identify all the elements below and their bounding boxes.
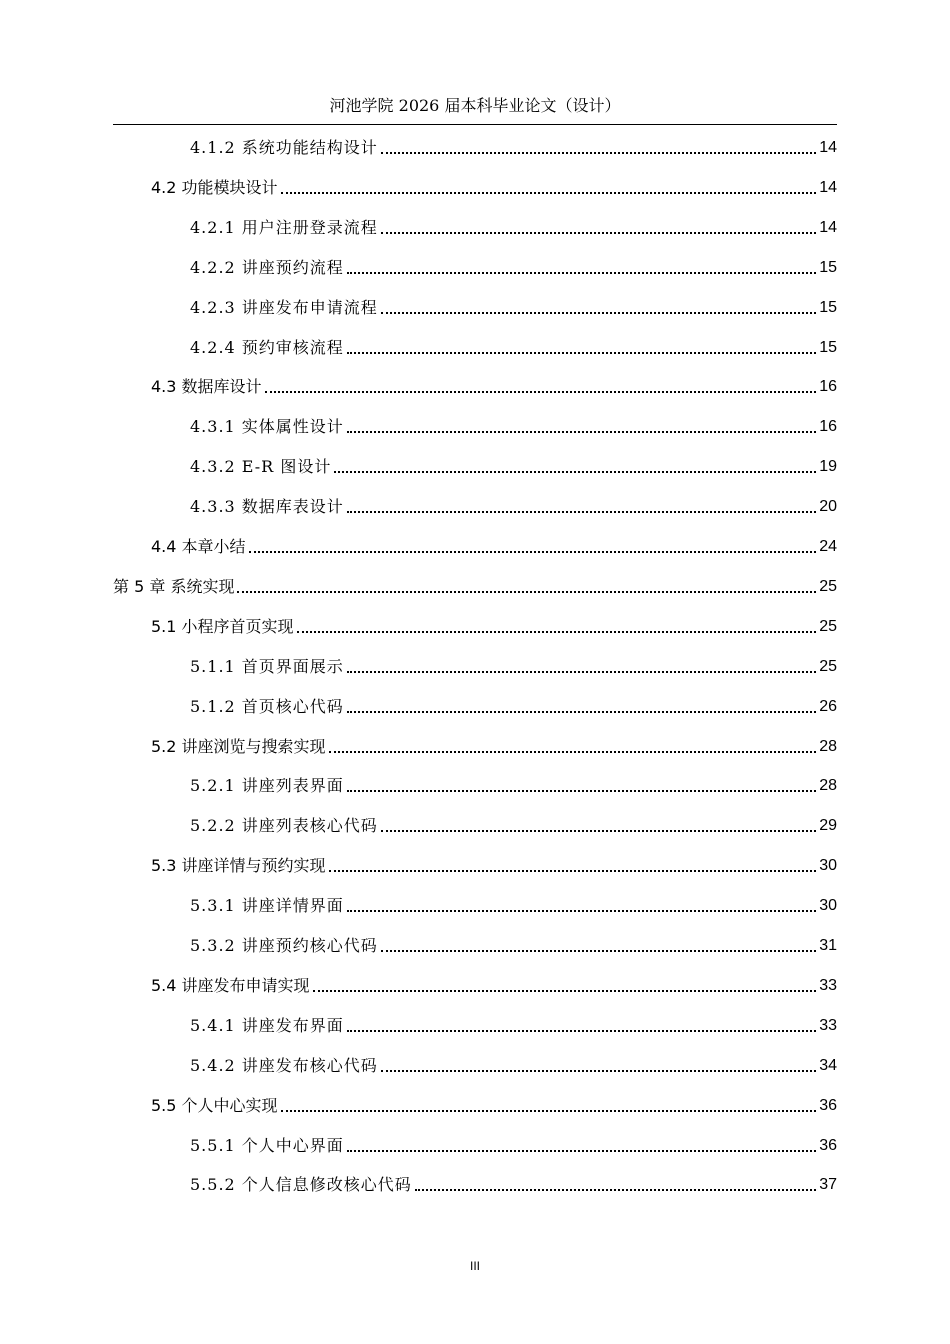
toc-entry-title: 4.2.1 用户注册登录流程 bbox=[190, 217, 378, 237]
toc-entry[interactable] bbox=[190, 1128, 837, 1156]
toc-entry[interactable] bbox=[190, 768, 837, 796]
toc-leader-dots bbox=[347, 1150, 816, 1152]
toc-leader-dots bbox=[347, 790, 816, 792]
toc-leader-dots bbox=[281, 1110, 817, 1112]
toc-entry[interactable] bbox=[190, 489, 837, 517]
toc-entry-page: 14 bbox=[819, 218, 837, 236]
toc-entry-title: 5.3 讲座详情与预约实现 bbox=[151, 856, 326, 876]
toc-entry-title: 4.3.2 E-R 图设计 bbox=[190, 457, 332, 477]
toc-leader-dots bbox=[347, 511, 816, 513]
toc-entry-page: 24 bbox=[819, 538, 837, 555]
toc-entry-title: 5.5.2 个人信息修改核心代码 bbox=[190, 1175, 412, 1195]
toc-entry[interactable] bbox=[190, 330, 837, 358]
toc-entry[interactable] bbox=[190, 689, 837, 717]
toc-entry-page: 15 bbox=[819, 338, 837, 356]
toc-entry[interactable] bbox=[190, 1167, 837, 1195]
toc-leader-dots bbox=[281, 192, 817, 194]
toc-leader-dots bbox=[334, 471, 816, 473]
toc-entry[interactable] bbox=[151, 170, 837, 198]
toc-leader-dots bbox=[265, 391, 817, 393]
toc-entry-page: 26 bbox=[819, 697, 837, 715]
toc-leader-dots bbox=[237, 591, 816, 593]
toc-entry-title: 5.2.2 讲座列表核心代码 bbox=[190, 816, 378, 836]
toc-leader-dots bbox=[297, 631, 817, 633]
toc-entry-title: 第 5 章 系统实现 bbox=[113, 576, 235, 596]
page-header: 河池学院 2026 届本科毕业论文（设计） bbox=[329, 96, 621, 115]
toc-entry-title: 5.4 讲座发布申请实现 bbox=[151, 975, 310, 995]
toc-entry-page: 29 bbox=[819, 817, 837, 835]
toc-entry-title: 4.3.3 数据库表设计 bbox=[190, 497, 344, 517]
toc-leader-dots bbox=[347, 910, 816, 912]
toc-entry-title: 5.2.1 讲座列表界面 bbox=[190, 776, 344, 796]
toc-entry[interactable] bbox=[151, 729, 837, 757]
toc-entry-page: 28 bbox=[819, 777, 837, 795]
toc-entry-page: 16 bbox=[819, 378, 837, 396]
toc-leader-dots bbox=[347, 711, 816, 713]
toc-entry-title: 5.1.1 首页界面展示 bbox=[190, 656, 344, 676]
toc-leader-dots bbox=[329, 870, 817, 872]
toc-entry-page: 14 bbox=[819, 178, 837, 196]
toc-leader-dots bbox=[347, 352, 816, 354]
toc-entry[interactable] bbox=[190, 928, 837, 956]
toc-entry[interactable] bbox=[190, 130, 837, 158]
toc-entry[interactable] bbox=[151, 609, 837, 637]
toc-leader-dots bbox=[313, 990, 817, 992]
toc-entry[interactable] bbox=[151, 848, 837, 876]
toc-entry-title: 4.3 数据库设计 bbox=[151, 377, 262, 397]
toc-entry-page: 34 bbox=[819, 1056, 837, 1074]
toc-leader-dots bbox=[381, 1070, 816, 1072]
toc-entry[interactable] bbox=[190, 409, 837, 437]
toc-entry-page: 20 bbox=[819, 498, 837, 516]
toc-leader-dots bbox=[347, 272, 816, 274]
toc-entry[interactable] bbox=[151, 369, 837, 397]
toc-entry[interactable] bbox=[151, 1088, 837, 1116]
toc-entry-page: 16 bbox=[819, 418, 837, 436]
toc-leader-dots bbox=[381, 152, 816, 154]
toc-entry-title: 5.3.2 讲座预约核心代码 bbox=[190, 936, 378, 955]
toc-entry[interactable] bbox=[190, 210, 837, 238]
toc-entry[interactable] bbox=[190, 1048, 837, 1076]
toc-leader-dots bbox=[381, 830, 816, 832]
header-rule bbox=[113, 124, 837, 125]
toc-entry[interactable] bbox=[190, 888, 837, 916]
toc-leader-dots bbox=[329, 751, 817, 753]
toc-entry-title: 4.3.1 实体属性设计 bbox=[190, 417, 344, 437]
toc-entry[interactable] bbox=[190, 808, 837, 836]
toc-entry-title: 5.2 讲座浏览与搜索实现 bbox=[151, 736, 326, 756]
toc-entry-page: 15 bbox=[819, 298, 837, 316]
toc-entry-title: 5.4.1 讲座发布界面 bbox=[190, 1015, 344, 1035]
toc-entry-title: 4.2.4 预约审核流程 bbox=[190, 337, 344, 357]
toc-entry-page: 14 bbox=[819, 139, 837, 156]
toc-leader-dots bbox=[249, 551, 817, 553]
toc-entry-title: 4.2.3 讲座发布申请流程 bbox=[190, 297, 378, 317]
toc-entry-page: 30 bbox=[819, 897, 837, 915]
toc-entry-title: 4.2.2 讲座预约流程 bbox=[190, 257, 344, 277]
toc-leader-dots bbox=[381, 950, 816, 952]
toc-entry-page: 33 bbox=[819, 976, 837, 994]
page-number: III bbox=[469, 1259, 480, 1273]
toc-entry[interactable] bbox=[190, 449, 837, 477]
toc-entry-title: 5.5 个人中心实现 bbox=[151, 1095, 278, 1115]
toc-entry-title: 4.2 功能模块设计 bbox=[151, 177, 278, 197]
toc-entry[interactable] bbox=[151, 529, 837, 557]
toc-entry[interactable] bbox=[190, 290, 837, 318]
toc-entry[interactable] bbox=[151, 968, 837, 996]
toc-entry-page: 15 bbox=[819, 258, 837, 276]
toc-entry-page: 25 bbox=[819, 617, 837, 635]
toc-entry-page: 25 bbox=[819, 577, 837, 595]
toc-entry-title: 4.1.2 系统功能结构设计 bbox=[190, 138, 378, 157]
toc-entry[interactable] bbox=[190, 1008, 837, 1036]
toc-entry[interactable] bbox=[190, 250, 837, 278]
toc-entry-page: 31 bbox=[819, 937, 837, 954]
toc-leader-dots bbox=[347, 1030, 816, 1032]
toc-entry-page: 30 bbox=[819, 857, 837, 875]
toc-leader-dots bbox=[347, 671, 816, 673]
toc-entry-title: 5.1.2 首页核心代码 bbox=[190, 696, 344, 716]
toc-leader-dots bbox=[347, 431, 816, 433]
toc-entry-page: 36 bbox=[819, 1096, 837, 1114]
toc-leader-dots bbox=[381, 232, 816, 234]
toc-entry-title: 5.4.2 讲座发布核心代码 bbox=[190, 1055, 378, 1075]
toc-entry-page: 33 bbox=[819, 1016, 837, 1034]
toc-entry-title: 5.3.1 讲座详情界面 bbox=[190, 896, 344, 916]
toc-leader-dots bbox=[415, 1189, 816, 1191]
toc-entry-page: 36 bbox=[819, 1136, 837, 1154]
toc-entry-page: 25 bbox=[819, 657, 837, 675]
toc-leader-dots bbox=[381, 312, 816, 314]
toc-entry-title: 5.1 小程序首页实现 bbox=[151, 616, 294, 636]
toc-entry-page: 28 bbox=[819, 737, 837, 755]
toc-entry-page: 37 bbox=[819, 1176, 837, 1194]
toc-entry-page: 19 bbox=[819, 458, 837, 476]
toc-entry-title: 4.4 本章小结 bbox=[151, 537, 246, 556]
toc-entry[interactable] bbox=[113, 569, 837, 597]
toc-entry[interactable] bbox=[190, 649, 837, 677]
toc-entry-title: 5.5.1 个人中心界面 bbox=[190, 1135, 344, 1155]
